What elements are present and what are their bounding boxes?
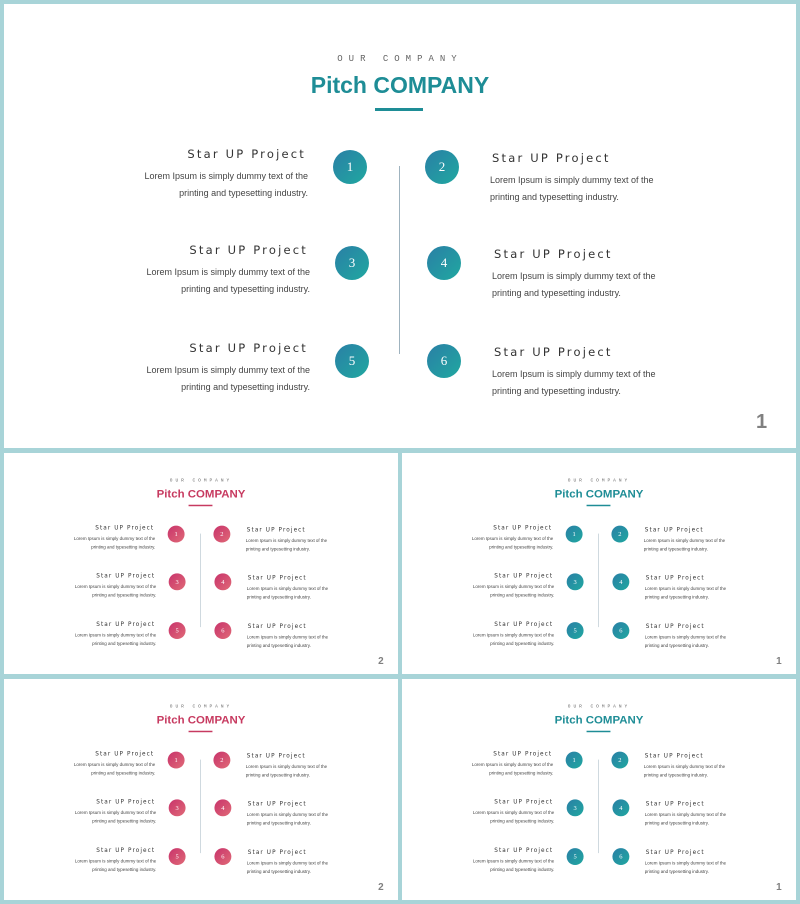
item-3-text <box>62 808 157 825</box>
page-number: 1 <box>776 881 782 893</box>
item-6-line2: printing and typesetting industry. <box>644 869 709 875</box>
slide-title: Pitch COMPANY <box>310 72 490 98</box>
item-6-heading: Star UP Project <box>645 622 705 630</box>
item-2-text <box>490 172 680 206</box>
item-2-number-badge: 2 <box>425 150 459 184</box>
item-6-heading: Star UP Project <box>645 848 705 856</box>
page-number: 1 <box>776 655 782 667</box>
item-1-text <box>459 761 554 778</box>
item-5-line1: Lorem Ipsum is simply dummy text of the <box>472 858 555 864</box>
item-3-number-badge: 3 <box>567 573 584 590</box>
item-5-line2: printing and typesetting industry. <box>92 867 157 873</box>
item-6-line2: printing and typesetting industry. <box>644 643 709 649</box>
item-3-heading: Star UP Project <box>189 243 308 257</box>
item-5-line2: printing and typesetting industry. <box>181 382 310 392</box>
slide-kicker: OUR COMPANY <box>169 477 233 483</box>
item-3-text <box>62 582 157 599</box>
item-2-heading: Star UP Project <box>246 752 306 760</box>
item-2-line1: Lorem Ipsum is simply dummy text of the <box>245 764 328 770</box>
item-4-line2: printing and typesetting industry. <box>246 594 311 600</box>
item-6-text <box>247 859 342 876</box>
item-1-line1: Lorem Ipsum is simply dummy text of the <box>144 171 308 181</box>
item-4-number-badge: 4 <box>214 573 231 590</box>
item-6-line1: Lorem Ipsum is simply dummy text of the <box>644 860 727 866</box>
item-6-line1: Lorem Ipsum is simply dummy text of the <box>246 634 329 640</box>
slide-kicker: OUR COMPANY <box>567 477 631 483</box>
item-4-heading: Star UP Project <box>247 799 307 807</box>
item-2-line1: Lorem Ipsum is simply dummy text of the <box>643 764 726 770</box>
item-1-heading: Star UP Project <box>187 147 306 161</box>
item-6-line2: printing and typesetting industry. <box>246 869 311 875</box>
item-2-number-badge: 2 <box>611 526 628 543</box>
item-3-number-badge: 3 <box>335 246 369 280</box>
item-2-text <box>644 763 739 780</box>
item-6-text <box>645 859 740 876</box>
item-4-text <box>247 810 342 827</box>
item-3-heading: Star UP Project <box>96 571 156 579</box>
slide-content <box>4 453 398 674</box>
item-6-line2: printing and typesetting industry. <box>492 386 621 396</box>
item-4-text <box>492 268 682 302</box>
slide-thumbnail <box>402 453 796 674</box>
item-5-heading: Star UP Project <box>96 846 156 854</box>
item-5-heading: Star UP Project <box>494 846 554 854</box>
item-5-text <box>460 631 555 648</box>
item-5-line2: printing and typesetting industry. <box>490 641 555 647</box>
item-6-text <box>492 366 682 400</box>
item-4-number-badge: 4 <box>427 246 461 280</box>
item-6-number-badge: 6 <box>427 344 461 378</box>
item-2-line2: printing and typesetting industry. <box>245 546 310 552</box>
item-1-line1: Lorem Ipsum is simply dummy text of the <box>471 536 554 542</box>
slide-content <box>402 679 796 900</box>
item-1-line1: Lorem Ipsum is simply dummy text of the <box>73 536 156 542</box>
item-3-text <box>460 582 555 599</box>
item-1-number-badge: 1 <box>168 752 185 769</box>
item-6-line1: Lorem Ipsum is simply dummy text of the <box>492 369 656 379</box>
item-1-text <box>118 168 308 202</box>
slide-thumbnail <box>4 453 398 674</box>
item-3-line1: Lorem Ipsum is simply dummy text of the <box>146 267 310 277</box>
title-underline <box>587 731 611 732</box>
item-1-heading: Star UP Project <box>493 750 553 758</box>
item-4-line2: printing and typesetting industry. <box>246 820 311 826</box>
item-3-line2: printing and typesetting industry. <box>92 592 157 598</box>
slide-main <box>4 4 796 448</box>
item-4-line1: Lorem Ipsum is simply dummy text of the <box>644 811 727 817</box>
item-6-heading: Star UP Project <box>247 622 307 630</box>
page-number: 2 <box>378 881 384 893</box>
item-6-number-badge: 6 <box>612 848 629 865</box>
item-5-number-badge: 5 <box>567 622 584 639</box>
item-2-line2: printing and typesetting industry. <box>245 772 310 778</box>
item-1-text <box>459 535 554 552</box>
title-underline <box>375 108 423 111</box>
item-5-text <box>120 362 310 396</box>
item-3-line1: Lorem Ipsum is simply dummy text of the <box>472 809 555 815</box>
page-number: 2 <box>378 655 384 667</box>
slide-kicker: OUR COMPANY <box>337 54 463 64</box>
slide-title: Pitch COMPANY <box>554 712 644 726</box>
item-1-number-badge: 1 <box>566 752 583 769</box>
item-2-heading: Star UP Project <box>644 752 704 760</box>
item-2-line2: printing and typesetting industry. <box>490 192 619 202</box>
slide-kicker: OUR COMPANY <box>567 703 631 709</box>
item-5-text <box>460 857 555 874</box>
item-2-text <box>246 763 341 780</box>
item-3-number-badge: 3 <box>169 573 186 590</box>
item-6-line2: printing and typesetting industry. <box>246 643 311 649</box>
item-4-line1: Lorem Ipsum is simply dummy text of the <box>246 811 329 817</box>
item-5-line1: Lorem Ipsum is simply dummy text of the <box>74 632 157 638</box>
item-5-text <box>62 857 157 874</box>
item-1-line2: printing and typesetting industry. <box>91 544 156 550</box>
item-1-heading: Star UP Project <box>95 524 155 532</box>
item-1-line1: Lorem Ipsum is simply dummy text of the <box>471 762 554 768</box>
item-4-heading: Star UP Project <box>645 573 705 581</box>
slide-thumbnail <box>402 679 796 900</box>
item-5-heading: Star UP Project <box>96 620 156 628</box>
item-1-heading: Star UP Project <box>95 750 155 758</box>
item-4-number-badge: 4 <box>214 799 231 816</box>
item-3-number-badge: 3 <box>567 799 584 816</box>
slide-title: Pitch COMPANY <box>156 712 246 726</box>
item-6-line1: Lorem Ipsum is simply dummy text of the <box>246 860 329 866</box>
item-2-line1: Lorem Ipsum is simply dummy text of the <box>643 538 726 544</box>
item-3-line2: printing and typesetting industry. <box>490 592 555 598</box>
item-4-line1: Lorem Ipsum is simply dummy text of the <box>492 271 656 281</box>
item-1-line2: printing and typesetting industry. <box>179 188 308 198</box>
item-4-text <box>645 584 740 601</box>
slide-title: Pitch COMPANY <box>554 486 644 500</box>
item-3-heading: Star UP Project <box>494 571 554 579</box>
item-3-line2: printing and typesetting industry. <box>490 818 555 824</box>
item-1-number-badge: 1 <box>333 150 367 184</box>
item-2-heading: Star UP Project <box>492 151 611 165</box>
item-6-heading: Star UP Project <box>494 345 613 359</box>
item-2-line1: Lorem Ipsum is simply dummy text of the <box>490 175 654 185</box>
item-1-text <box>61 761 156 778</box>
item-2-heading: Star UP Project <box>246 526 306 534</box>
item-5-text <box>62 631 157 648</box>
item-4-number-badge: 4 <box>612 799 629 816</box>
item-3-text <box>460 808 555 825</box>
item-3-line2: printing and typesetting industry. <box>92 818 157 824</box>
item-2-heading: Star UP Project <box>644 526 704 534</box>
item-6-line1: Lorem Ipsum is simply dummy text of the <box>644 634 727 640</box>
item-4-heading: Star UP Project <box>645 799 705 807</box>
item-2-line2: printing and typesetting industry. <box>643 546 708 552</box>
item-5-number-badge: 5 <box>567 848 584 865</box>
item-3-heading: Star UP Project <box>494 797 554 805</box>
title-underline <box>587 505 611 506</box>
item-4-heading: Star UP Project <box>494 247 613 261</box>
item-5-number-badge: 5 <box>335 344 369 378</box>
item-5-line2: printing and typesetting industry. <box>92 641 157 647</box>
item-5-heading: Star UP Project <box>494 620 554 628</box>
item-5-heading: Star UP Project <box>189 341 308 355</box>
item-4-heading: Star UP Project <box>247 573 307 581</box>
item-1-line2: printing and typesetting industry. <box>489 544 554 550</box>
item-1-number-badge: 1 <box>566 526 583 543</box>
item-2-number-badge: 2 <box>611 752 628 769</box>
item-6-text <box>247 633 342 650</box>
item-4-text <box>247 584 342 601</box>
item-3-text <box>120 264 310 298</box>
title-underline <box>189 505 213 506</box>
item-1-heading: Star UP Project <box>493 524 553 532</box>
center-divider <box>399 166 400 354</box>
item-1-number-badge: 1 <box>168 526 185 543</box>
item-4-text <box>645 810 740 827</box>
item-6-number-badge: 6 <box>214 848 231 865</box>
title-underline <box>189 731 213 732</box>
item-5-line1: Lorem Ipsum is simply dummy text of the <box>472 632 555 638</box>
item-2-number-badge: 2 <box>213 526 230 543</box>
item-2-text <box>246 537 341 554</box>
item-1-line1: Lorem Ipsum is simply dummy text of the <box>73 762 156 768</box>
item-2-line1: Lorem Ipsum is simply dummy text of the <box>245 538 328 544</box>
item-3-line1: Lorem Ipsum is simply dummy text of the <box>472 583 555 589</box>
item-4-line2: printing and typesetting industry. <box>644 820 709 826</box>
item-6-heading: Star UP Project <box>247 848 307 856</box>
item-4-line2: printing and typesetting industry. <box>644 594 709 600</box>
item-2-line2: printing and typesetting industry. <box>643 772 708 778</box>
item-2-text <box>644 537 739 554</box>
item-5-line1: Lorem Ipsum is simply dummy text of the <box>74 858 157 864</box>
item-6-number-badge: 6 <box>612 622 629 639</box>
item-3-line1: Lorem Ipsum is simply dummy text of the <box>74 809 157 815</box>
item-1-line2: printing and typesetting industry. <box>489 770 554 776</box>
item-4-line1: Lorem Ipsum is simply dummy text of the <box>246 585 329 591</box>
page-number: 1 <box>756 411 768 433</box>
item-4-line1: Lorem Ipsum is simply dummy text of the <box>644 585 727 591</box>
item-5-number-badge: 5 <box>169 622 186 639</box>
item-4-line2: printing and typesetting industry. <box>492 288 621 298</box>
slide-content <box>4 679 398 900</box>
item-5-number-badge: 5 <box>169 848 186 865</box>
item-3-heading: Star UP Project <box>96 797 156 805</box>
item-1-line2: printing and typesetting industry. <box>91 770 156 776</box>
item-6-number-badge: 6 <box>214 622 231 639</box>
item-3-line2: printing and typesetting industry. <box>181 284 310 294</box>
slide-thumbnail <box>4 679 398 900</box>
item-4-number-badge: 4 <box>612 573 629 590</box>
item-5-line2: printing and typesetting industry. <box>490 867 555 873</box>
slide-title: Pitch COMPANY <box>156 486 246 500</box>
item-3-number-badge: 3 <box>169 799 186 816</box>
item-2-number-badge: 2 <box>213 752 230 769</box>
slide-content <box>4 4 796 448</box>
slide-content <box>402 453 796 674</box>
slide-kicker: OUR COMPANY <box>169 703 233 709</box>
item-6-text <box>645 633 740 650</box>
item-5-line1: Lorem Ipsum is simply dummy text of the <box>146 365 310 375</box>
item-1-text <box>61 535 156 552</box>
item-3-line1: Lorem Ipsum is simply dummy text of the <box>74 583 157 589</box>
